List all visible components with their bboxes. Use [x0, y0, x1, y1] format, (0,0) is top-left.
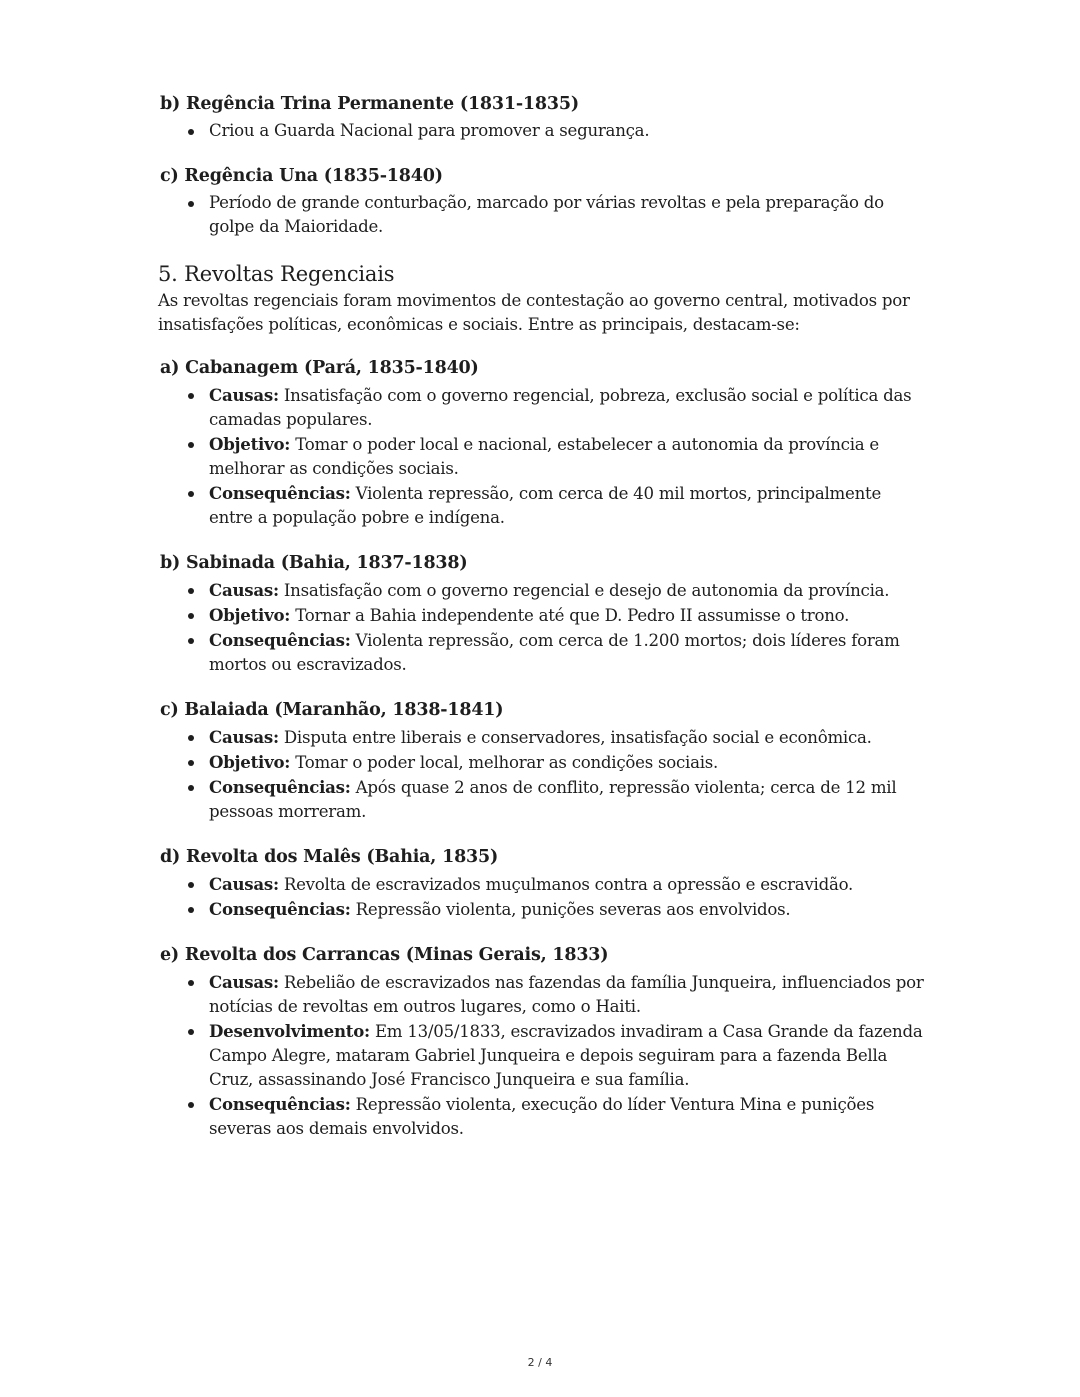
subheading-regencia-una: c) Regência Una (1835-1840) — [160, 166, 443, 186]
item-label: Consequências: — [209, 777, 351, 797]
item-label: Objetivo: — [209, 605, 291, 625]
item-text: Tomar o poder local, melhorar as condições sociais. — [290, 753, 719, 772]
list-item: Período de grande conturbação, marcado por várias revoltas e pela preparação do golpe da Maioridade. — [158, 191, 928, 239]
item-label: Causas: — [209, 972, 279, 992]
bullet-list-sabinada — [158, 578, 928, 677]
list-item — [158, 432, 928, 481]
item-text: Insatisfação com o governo regencial e desejo de autonomia da província. — [278, 581, 890, 600]
page-content — [158, 92, 928, 1162]
item-label: Consequências: — [209, 1094, 351, 1114]
list-item — [158, 628, 928, 677]
item-text: Revolta de escravizados muçulmanos contra a opressão e escravidão. — [278, 875, 854, 894]
subheading-carrancas: e) Revolta dos Carrancas (Minas Gerais, 1833) — [160, 945, 609, 965]
list-item — [158, 725, 928, 750]
item-text: Em 13/05/1833, escravizados invadiram a Casa Grande da fazenda Campo Alegre, mataram Gabriel Junqueira e depois seguiram para a fazenda Bella Cruz, assassinando José Francisco Junqueira e sua família. — [209, 1022, 923, 1089]
item-text: Tornar a Bahia independente até que D. Pedro II assumisse o trono. — [290, 606, 850, 625]
subheading-regencia-trina: b) Regência Trina Permanente (1831-1835) — [160, 94, 579, 114]
list-item — [158, 872, 928, 897]
list-item — [158, 1019, 928, 1092]
item-text: Tomar o poder local e nacional, estabelecer a autonomia da província e melhorar as condições sociais. — [209, 435, 879, 478]
list-item — [158, 775, 928, 824]
item-label: Objetivo: — [209, 752, 291, 772]
subheading-balaiada: c) Balaiada (Maranhão, 1838-1841) — [160, 700, 504, 720]
section-title: 5. Revoltas Regenciais — [158, 262, 395, 286]
item-text: Insatisfação com o governo regencial, pobreza, exclusão social e política das camadas populares. — [209, 386, 912, 429]
item-text: Rebelião de escravizados nas fazendas da família Junqueira, influenciados por notícias de revoltas em outros lugares, como o Haiti. — [209, 973, 924, 1016]
section-intro: As revoltas regenciais foram movimentos de contestação ao governo central, motivados por insatisfações políticas, econômicas e sociais. Entre as principais, destacam-se: — [158, 291, 910, 334]
bullet-list-cabanagem — [158, 383, 928, 530]
bullet-list-regencia-trina — [158, 119, 928, 143]
bullet-list-carrancas — [158, 970, 928, 1141]
list-item: Criou a Guarda Nacional para promover a segurança. — [158, 119, 928, 143]
item-label: Causas: — [209, 385, 279, 405]
item-label: Causas: — [209, 874, 279, 894]
bullet-list-balaiada — [158, 725, 928, 824]
item-label: Consequências: — [209, 483, 351, 503]
item-label: Objetivo: — [209, 434, 291, 454]
item-label: Consequências: — [209, 899, 351, 919]
subheading-sabinada: b) Sabinada (Bahia, 1837-1838) — [160, 553, 468, 573]
list-item — [158, 383, 928, 432]
item-label: Causas: — [209, 727, 279, 747]
item-label: Consequências: — [209, 630, 351, 650]
list-item — [158, 603, 928, 628]
subheading-cabanagem: a) Cabanagem (Pará, 1835-1840) — [160, 358, 479, 378]
bullet-list-regencia-una — [158, 191, 928, 239]
subheading-males: d) Revolta dos Malês (Bahia, 1835) — [160, 847, 499, 867]
list-item — [158, 481, 928, 530]
item-text: Disputa entre liberais e conservadores, insatisfação social e econômica. — [278, 728, 872, 747]
list-item — [158, 897, 928, 922]
item-text: Repressão violenta, punições severas aos envolvidos. — [350, 900, 791, 919]
item-text: Violenta repressão, com cerca de 1.200 mortos; dois líderes foram mortos ou escravizados. — [209, 631, 900, 674]
item-text: Após quase 2 anos de conflito, repressão violenta; cerca de 12 mil pessoas morreram. — [209, 778, 897, 821]
item-text: Violenta repressão, com cerca de 40 mil mortos, principalmente entre a população pobre e indígena. — [209, 484, 882, 527]
page-number: 2 / 4 — [527, 1356, 553, 1369]
bullet-list-males — [158, 872, 928, 922]
list-item — [158, 970, 928, 1019]
item-label: Desenvolvimento: — [209, 1021, 370, 1041]
list-item — [158, 750, 928, 775]
list-item — [158, 1092, 928, 1141]
item-label: Causas: — [209, 580, 279, 600]
item-text: Repressão violenta, execução do líder Ventura Mina e punições severas aos demais envolvidos. — [209, 1095, 875, 1138]
list-item — [158, 578, 928, 603]
